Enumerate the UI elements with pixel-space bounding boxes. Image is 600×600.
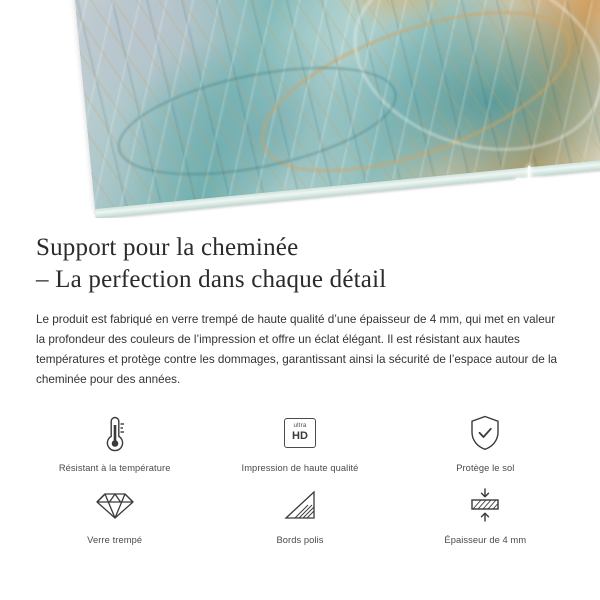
sparkle-icon: [552, 186, 568, 202]
feature-item: [27, 483, 202, 545]
feature-item: [212, 411, 387, 473]
feature-item: [212, 483, 387, 545]
hero-image: [0, 0, 600, 218]
page-title: [36, 232, 564, 296]
headline-line-1: Support pour la cheminée: [36, 234, 299, 261]
ultra-hd-badge-icon: [284, 411, 316, 455]
shield-check-icon: [468, 411, 502, 455]
feature-item: [398, 411, 573, 473]
feature-label: Verre trempé: [87, 534, 143, 545]
badge-top-label: ultra: [293, 422, 307, 430]
diamond-icon: [95, 483, 135, 527]
feature-item: [27, 411, 202, 473]
glass-panel-artwork: [71, 0, 600, 210]
thickness-arrows-icon: [467, 483, 503, 527]
headline-line-2: – La perfection dans chaque détail: [36, 266, 387, 293]
footer-spacer: [0, 592, 600, 600]
badge-bottom-label: HD: [292, 429, 308, 442]
feature-item: [398, 483, 573, 545]
thermometer-icon: [102, 411, 128, 455]
feature-label: Bords polis: [276, 534, 324, 545]
feature-label: Impression de haute qualité: [241, 462, 359, 473]
feature-grid: [0, 411, 600, 545]
feature-label: Épaisseur de 4 mm: [444, 534, 527, 545]
content-block: [0, 218, 600, 391]
polished-edges-icon: [283, 483, 317, 527]
feature-label: Résistant à la température: [58, 462, 171, 473]
description-paragraph: Le produit est fabriqué en verre trempé de haute qualité d’une épaisseur de 4 mm, qui met en valeur la profondeur des couleurs de l’impression et offre un éclat élégant. Il est résistant aux hautes températures et protège contre les dommages, garantissant ainsi la sécurité de l’espace autour de la cheminée pour des années.: [36, 313, 558, 387]
feature-label: Protège le sol: [456, 462, 515, 473]
sparkle-icon: [516, 166, 542, 192]
